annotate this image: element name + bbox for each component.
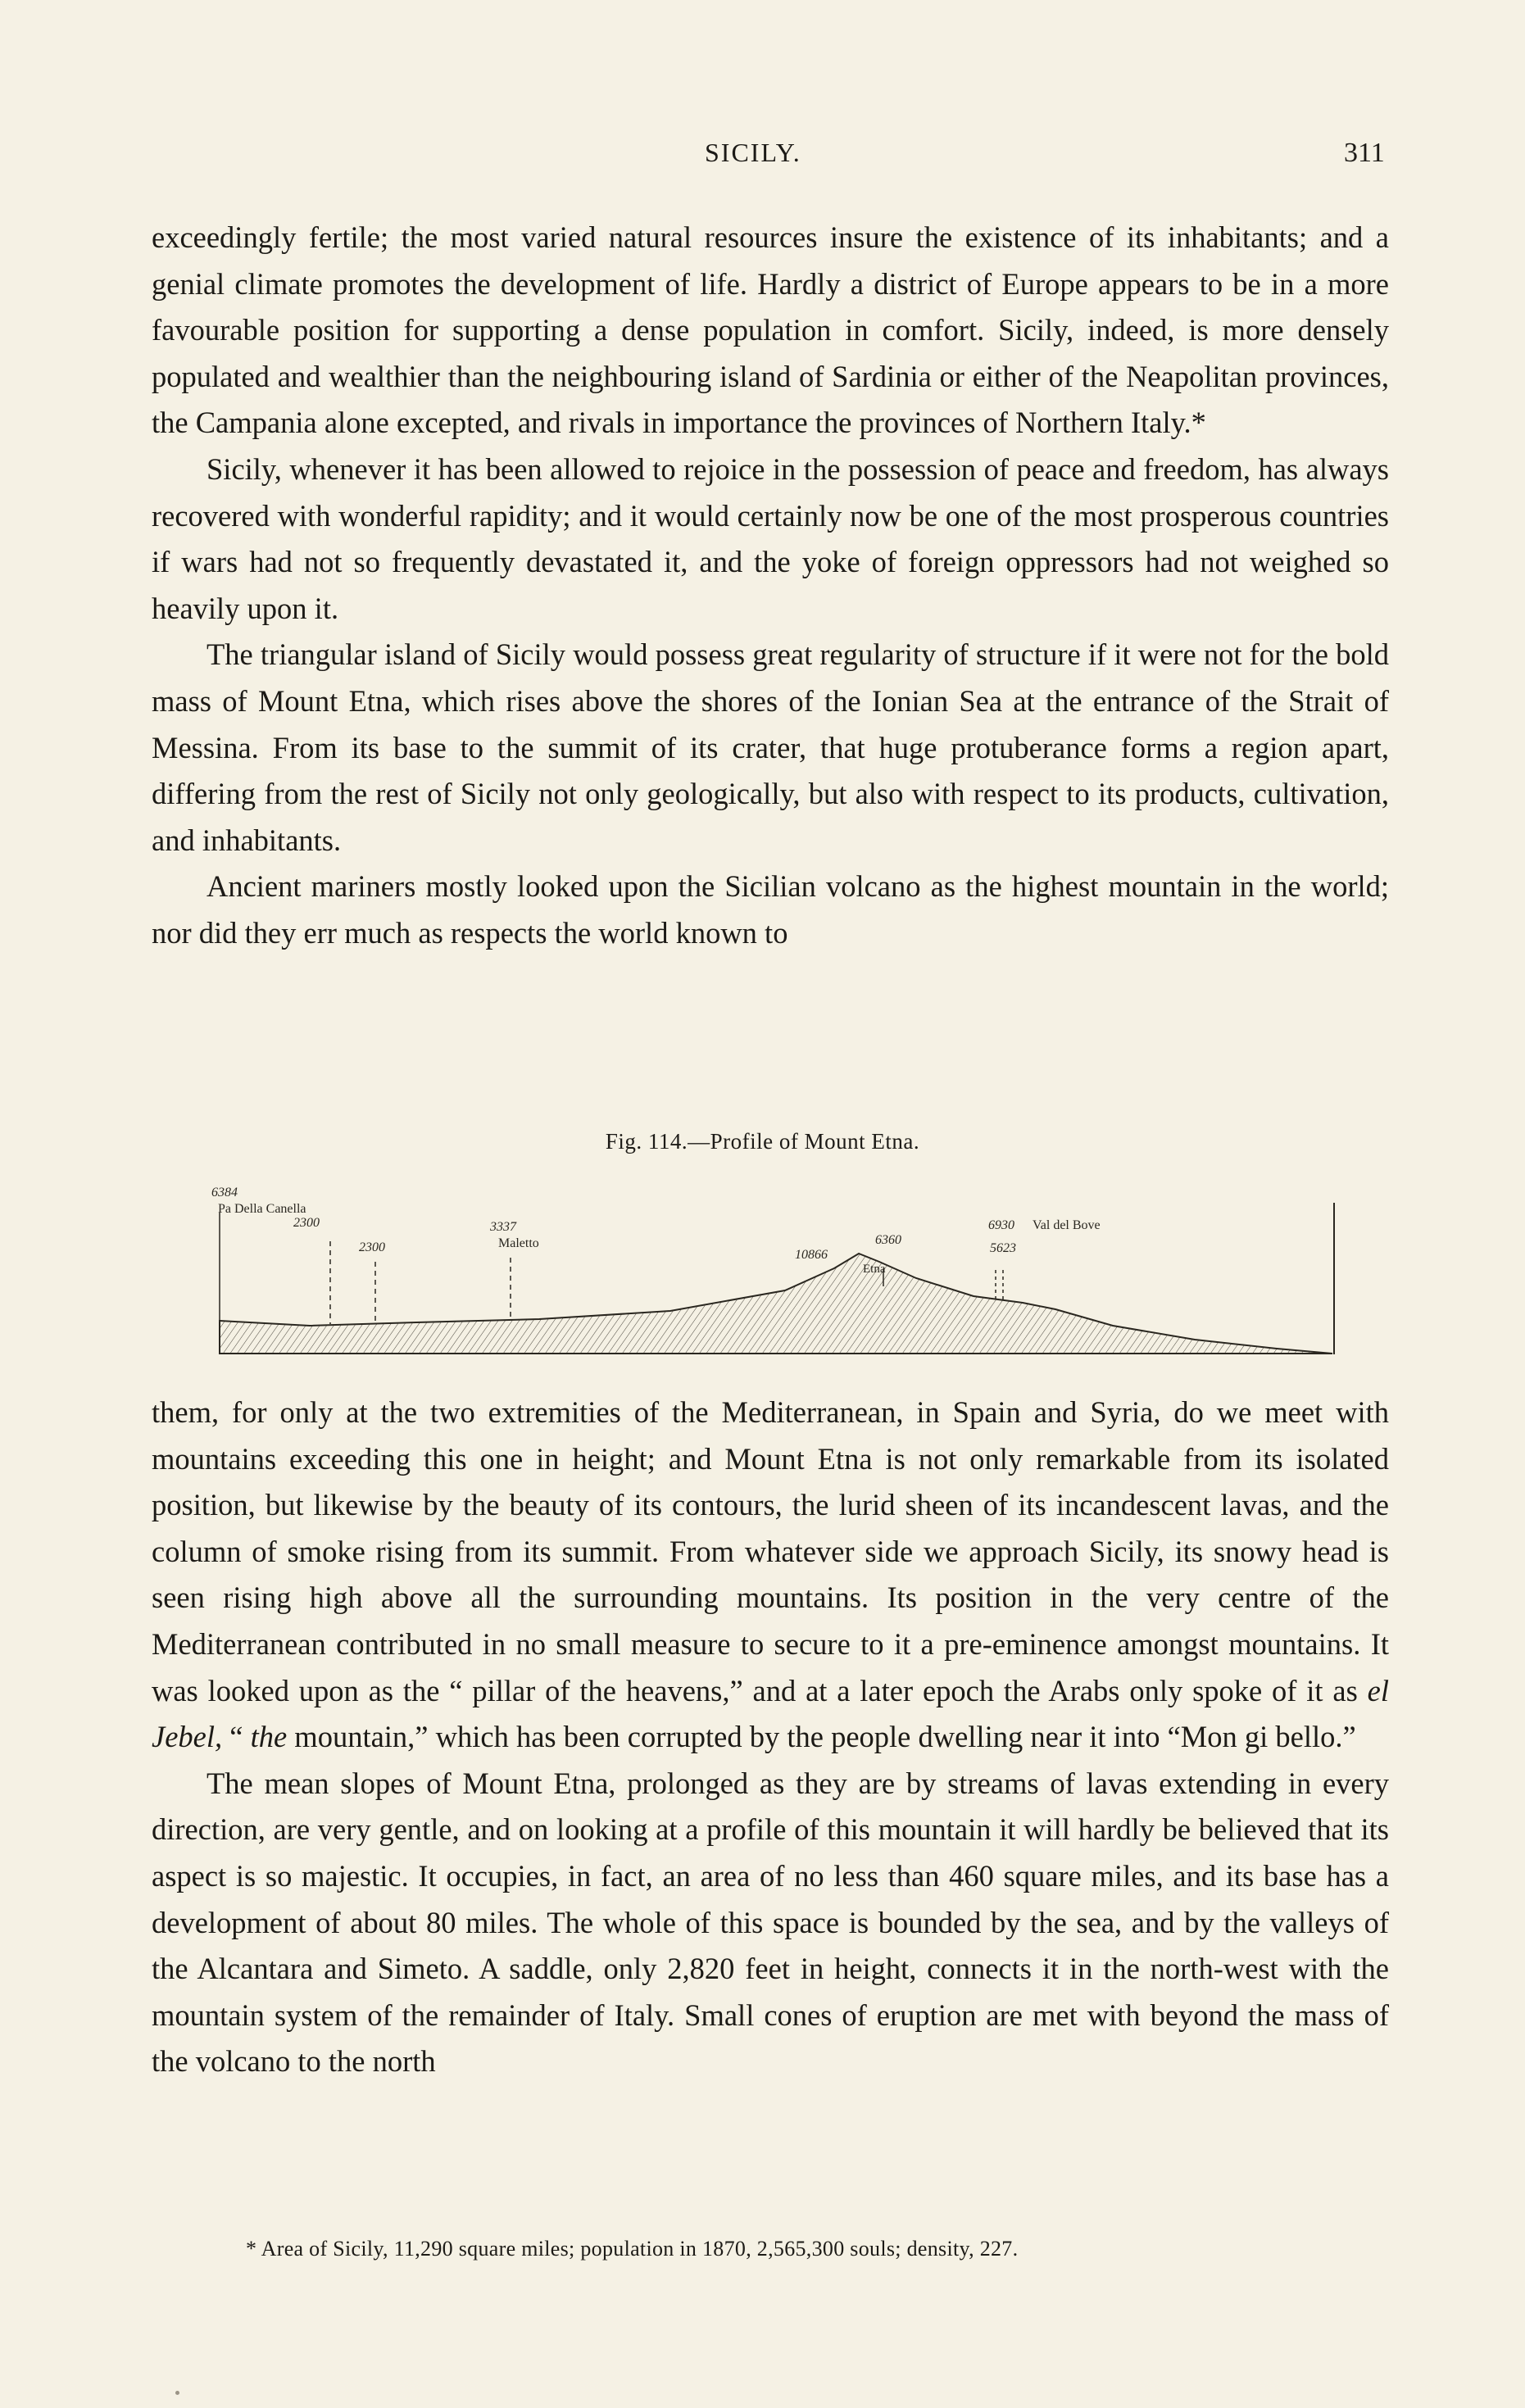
paragraph: Sicily, whenever it has been allowed to rejoice in the possession of peace and freedom, has always recovered with wonderful rapidity; and it would certainly now be one of the most prosperous countries if wars had not so frequently devastated it, and the yoke of foreign oppressors had not weighed so heavily upon it. [152, 451, 1389, 625]
paragraph: exceedingly fertile; the most varied natural resources insure the existence of its inhabitants; and a genial climate promotes the development of life. Hardly a district of Europe appears to be in a more favourable position for supporting a dense population in comfort. Sicily, indeed, is more densely populated and wealthier than the neighbouring island of Sardinia or either of the Neapolitan provinces, the Campania alone excepted, and rivals in importance the provinces of Northern Italy.* [152, 220, 1389, 440]
body-text-top [152, 215, 1389, 957]
label-etna-height-right: 6360 [875, 1233, 901, 1247]
page-speck [175, 2391, 179, 2395]
label-maletto-name: Maletto [498, 1236, 539, 1250]
running-head-title: SICILY. [705, 138, 801, 167]
running-head [0, 138, 1525, 187]
figure-caption-text: Fig. 114.—Profile of Mount Etna. [605, 1129, 920, 1154]
etna-profile-figure [211, 1180, 1359, 1360]
mountain-profile [220, 1254, 1332, 1354]
figure-caption [0, 1129, 1525, 1154]
label-canella-top: 6384 [211, 1186, 238, 1199]
label-val-del-bove-height: 6930 [988, 1218, 1014, 1232]
body-text-bottom [152, 1390, 1389, 2085]
paragraph [152, 1390, 1389, 1761]
page-number: 311 [1344, 138, 1385, 168]
footnote: * Area of Sicily, 11,290 square miles; population in 1870, 2,565,300 souls; density, 227. [246, 2237, 1019, 2261]
label-canella-name: Pa Della Canella [218, 1202, 306, 1216]
label-val-del-bove-base: 5623 [990, 1241, 1016, 1255]
italic-run: el Jebel, [152, 1673, 1389, 1754]
label-maletto-height: 3337 [490, 1220, 516, 1234]
label-small-peak: 2300 [359, 1240, 385, 1254]
label-val-del-bove-name: Val del Bove [1033, 1218, 1101, 1232]
profile-drawing [211, 1180, 1359, 1360]
label-etna-name: Etna [863, 1263, 886, 1276]
paragraph: Ancient mariners mostly looked upon the Sicilian volcano as the highest mountain in the world; nor did they err much as respects the world known to [152, 869, 1389, 950]
text-run: them, for only at the two extremities of the Mediterranean, in Spain and Syria, do we meet with mountains exceeding this one in height; and Mount Etna is not only remarkable from its isolated position, but likewise by the beauty of its contours, the lurid sheen of its incandescent lavas, and the column of smoke rising from its summit. From whatever side we approach Sicily, its snowy head is seen rising high above all the surrounding mountains. Its position in the very centre of the Mediterranean contributed in no small measure to secure to it a pre-eminence amongst mountains. It was looked upon as the “ pillar of the heavens,” and at a later epoch the Arabs only spoke of it as [152, 1395, 1389, 1707]
label-canella-base: 2300 [293, 1216, 320, 1230]
label-etna-height-left: 10866 [795, 1248, 828, 1262]
italic-run: the [250, 1720, 288, 1754]
paragraph: The triangular island of Sicily would possess great regularity of structure if it were not for the bold mass of Mount Etna, which rises above the shores of the Ionian Sea at the entrance of the Strait of Messina. From its base to the summit of its crater, that huge protuberance forms a region apart, differing from the rest of Sicily not only geologically, but also with respect to its products, cultivation, and inhabitants. [152, 637, 1389, 857]
text-run: mountain,” which has been corrupted by the people dwelling near it into “Mon gi bello.” [287, 1720, 1356, 1754]
paragraph: The mean slopes of Mount Etna, prolonged as they are by streams of lavas extending in every direction, are very gentle, and on looking at a profile of this mountain it will hardly be believed that its aspect is so majestic. It occupies, in fact, an area of no less than 460 square miles, and its base has a development of about 80 miles. The whole of this space is bounded by the sea, and by the valleys of the Alcantara and Simeto. A saddle, only 2,820 feet in height, connects it in the north-west with the mountain system of the remainder of Italy. Small cones of eruption are met with beyond the mass of the volcano to the north [152, 1766, 1389, 2079]
text-run: “ [222, 1720, 251, 1754]
